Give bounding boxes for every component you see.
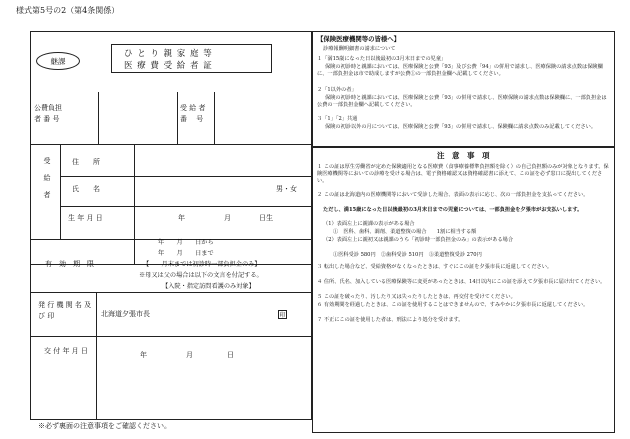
note-2-1a: ① 医科、歯科、調剤、柔道整復の場合 1割に相当する額 <box>333 229 477 235</box>
note-3: ３ 転出した場合など、受給資格がなくなったときは、すぐにこの証を夕張市長に返還してください。 <box>317 264 553 270</box>
note-6: ６ 有効期間を経過したときは、この証を使用することはできませんので、すみやかに夕張市長に返還してください。 <box>317 302 589 308</box>
recipient-label-1: 受 給 者 <box>180 104 206 112</box>
title-line-1: ひ と り 親 家 庭 等 <box>124 49 213 59</box>
payer-label-1: 公費負担 <box>34 104 62 112</box>
beneficiary-label: 受給者 <box>43 157 51 208</box>
address-label: 住 所 <box>72 158 100 166</box>
form-number: 様式第5号の2（第4条関係） <box>16 6 120 15</box>
medical-case-1-heading: １「満15歳になった日以後最初の3月末日までの児童」 <box>317 56 447 62</box>
note-2: ２ この証は北海道内の医療機関等において受診した場合、表面の表示に応じ、次の一部負担金を支払ってください。 <box>317 192 589 198</box>
note-2-2: （2）表面左上に親初又は親課のうち「初診時一部負担金のみ」の表示がある場合 <box>323 237 514 243</box>
medical-case-2-text: 保険の初診時と親課においては、医療保険と公費「93」の併用で請求し、医療保険の請求点数は保険欄に、一部負担金は公費の一部負担金欄へ記載してください。 <box>317 95 607 108</box>
note-2-bold: ただし、満15歳になった日以後最初の3月末日までの児童については、一部負担金を夕張市がお支払いします。 <box>323 207 583 213</box>
issuer-label: 発 行 機 関 名 及 び 印 <box>38 301 92 320</box>
title-line-2: 医 療 費 受 給 者 証 <box>124 61 213 71</box>
validity-note-1: 【 月末までは初診時一部負担金のみ】 <box>143 261 261 268</box>
issue-date-label: 交 付 年 月 日 <box>44 347 88 355</box>
note-2-1: （1）表面左上に親課の表示がある場合 <box>323 221 415 227</box>
issue-year: 年 <box>140 351 147 359</box>
issue-day: 日 <box>227 351 234 359</box>
validity-label: 有 効 期 限 <box>45 260 94 268</box>
medical-case-3-heading: ３「1」「2」共通 <box>317 116 358 122</box>
medical-case-2-heading: ２「1以外の者」 <box>317 87 357 93</box>
notes-title: 注 意 事 項 <box>437 151 490 160</box>
medical-case-1-text: 保険の初診時と親課においては、医療保険と公費「93」及び公費「94」の併用で請求し、医療保険の請求点数は保険欄に、一部負担金は市で助成しますが公費①の一部負担金欄へ記載してください。 <box>317 64 603 77</box>
payer-label-2: 者 番 号 <box>34 115 60 123</box>
recipient-label-2: 番 号 <box>180 115 204 123</box>
note-4: ４ 住所、氏名、加入している医療保険等に変更があったときは、14日以内にこの証を添えて夕張市長に届け出てください。 <box>317 279 606 285</box>
right-panel <box>312 31 615 433</box>
dob-year: 年 <box>178 214 185 222</box>
footer-note: ※必ず裏面の注意事項をご確認ください。 <box>38 422 171 430</box>
gender-field: 男・女 <box>276 185 297 193</box>
note-1: １ この証は厚生労働省が定めた保険適用となる医療費（食事療養標準負担額を除く）の自己負担額のみが対象となります。保険医療機関等においての診療を受ける場合は、電子資格確認又は資格確認書に添えて、この証を必ず窓口に提出してください。 <box>317 164 609 184</box>
issuer-seal: 印 <box>279 312 286 319</box>
issue-month: 月 <box>186 351 193 359</box>
validity-note-2: ※母又は父の場合は以下の文言を付記する。 <box>139 272 263 279</box>
validity-note-3: 【入院・指定訪問看護のみ対象】 <box>162 283 255 290</box>
medical-case-3-text: 保険の初診以外の月については、医療保険と公費「93」の併用で請求し、保険欄に請求点数のみ記載してください。 <box>325 124 597 130</box>
note-7: ７ 不正にこの証を使用した者は、刑法により処分を受けます。 <box>317 317 464 323</box>
dob-day: 日生 <box>259 214 273 222</box>
note-5: ５ この証を破ったり、汚したり又は失ったりしたときは、再交付を受けてください。 <box>317 294 516 300</box>
medical-intro: 診療報酬明細書の請求について <box>323 46 396 52</box>
dob-month: 月 <box>224 214 231 222</box>
name-label: 氏 名 <box>72 185 100 193</box>
validity-to: 年 月 日まで <box>158 250 214 257</box>
stamp-label: 継課 <box>50 56 66 66</box>
issuer-name: 北海道夕張市長 <box>101 310 150 318</box>
note-2-2a: ①医科受診 580円 ②歯科受診 510円 ③柔道整復受診 270円 <box>333 252 482 258</box>
validity-from: 年 月 日から <box>158 239 214 246</box>
dob-label: 生 年 月 日 <box>68 214 103 222</box>
medical-title: 【保険医療機関等の皆様へ】 <box>317 35 401 43</box>
